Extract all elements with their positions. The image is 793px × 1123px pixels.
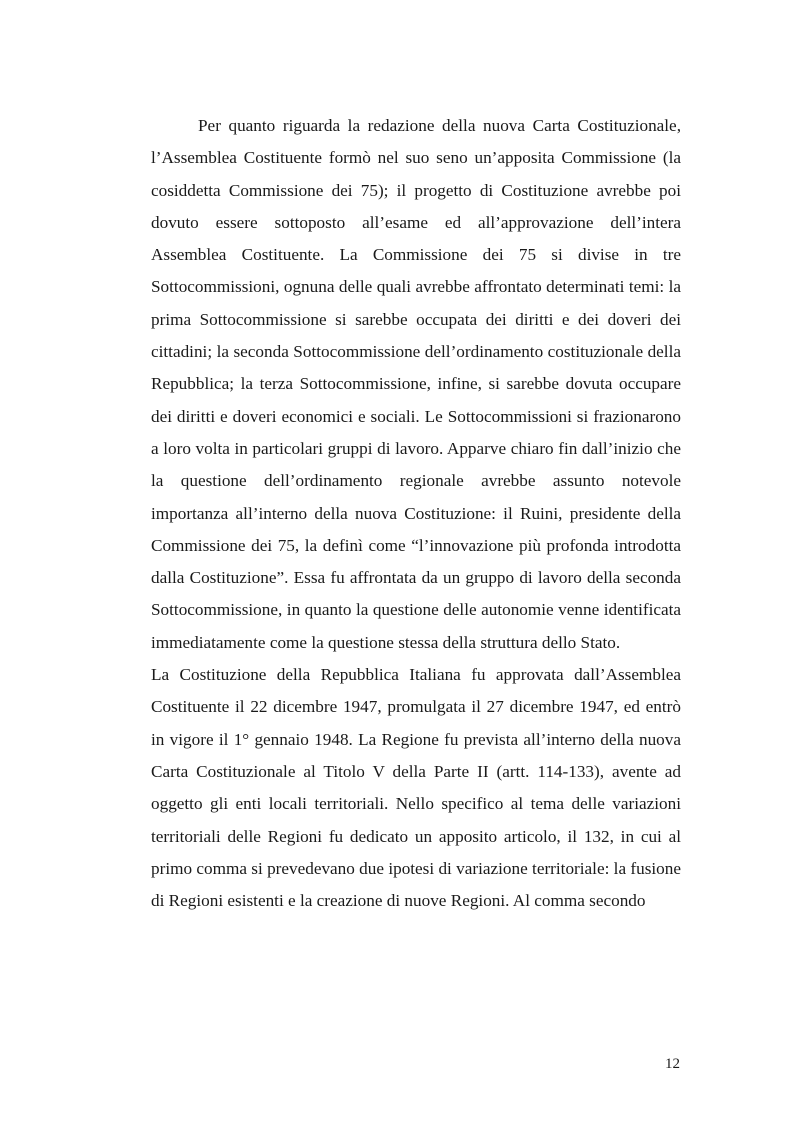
body-text [151,110,681,917]
paragraph-constituent-commission: Per quanto riguarda la redazione della nuova Carta Costituzionale, l’Assemblea Costituente formò nel suo seno un’apposita Commissione (la cosiddetta Commissione dei 75); il progetto di Costituzione avrebbe poi dovuto essere sottoposto all’esame ed all’approvazione dell’intera Assemblea Costituente. La Commissione dei 75 si divise in tre Sottocommissioni, ognuna delle quali avrebbe affrontato determinati temi: la prima Sottocommissione si sarebbe occupata dei diritti e dei doveri dei cittadini; la seconda Sottocommissione dell’ordinamento costituzionale della Repubblica; la terza Sottocommissione, infine, si sarebbe dovuta occupare dei diritti e doveri economici e sociali. Le Sottocommissioni si frazionarono a loro volta in particolari gruppi di lavoro. Apparve chiaro fin dall’inizio che la questione dell’ordinamento regionale avrebbe assunto notevole importanza all’interno della nuova Costituzione: il Ruini, presidente della Commissione dei 75, la definì come “l’innovazione più profonda introdotta dalla Costituzione”. Essa fu affrontata da un gruppo di lavoro della seconda Sottocommissione, in quanto la questione delle autonomie venne identificata immediatamente come la questione stessa della struttura dello Stato. [151,116,681,652]
paragraph-constitution-approval: La Costituzione della Repubblica Italiana fu approvata dall’Assemblea Costituente il 22 dicembre 1947, promulgata il 27 dicembre 1947, ed entrò in vigore il 1° gennaio 1948. La Regione fu prevista all’interno della nuova Carta Costituzionale al Titolo V della Parte II (artt. 114-133), avente ad oggetto gli enti locali territoriali. Nello specifico al tema delle variazioni territoriali delle Regioni fu dedicato un apposito articolo, il 132, in cui al primo comma si prevedevano due ipotesi di variazione territoriale: la fusione di Regioni esistenti e la creazione di nuove Regioni. Al comma secondo [151,665,681,911]
page-number: 12 [665,1056,680,1072]
